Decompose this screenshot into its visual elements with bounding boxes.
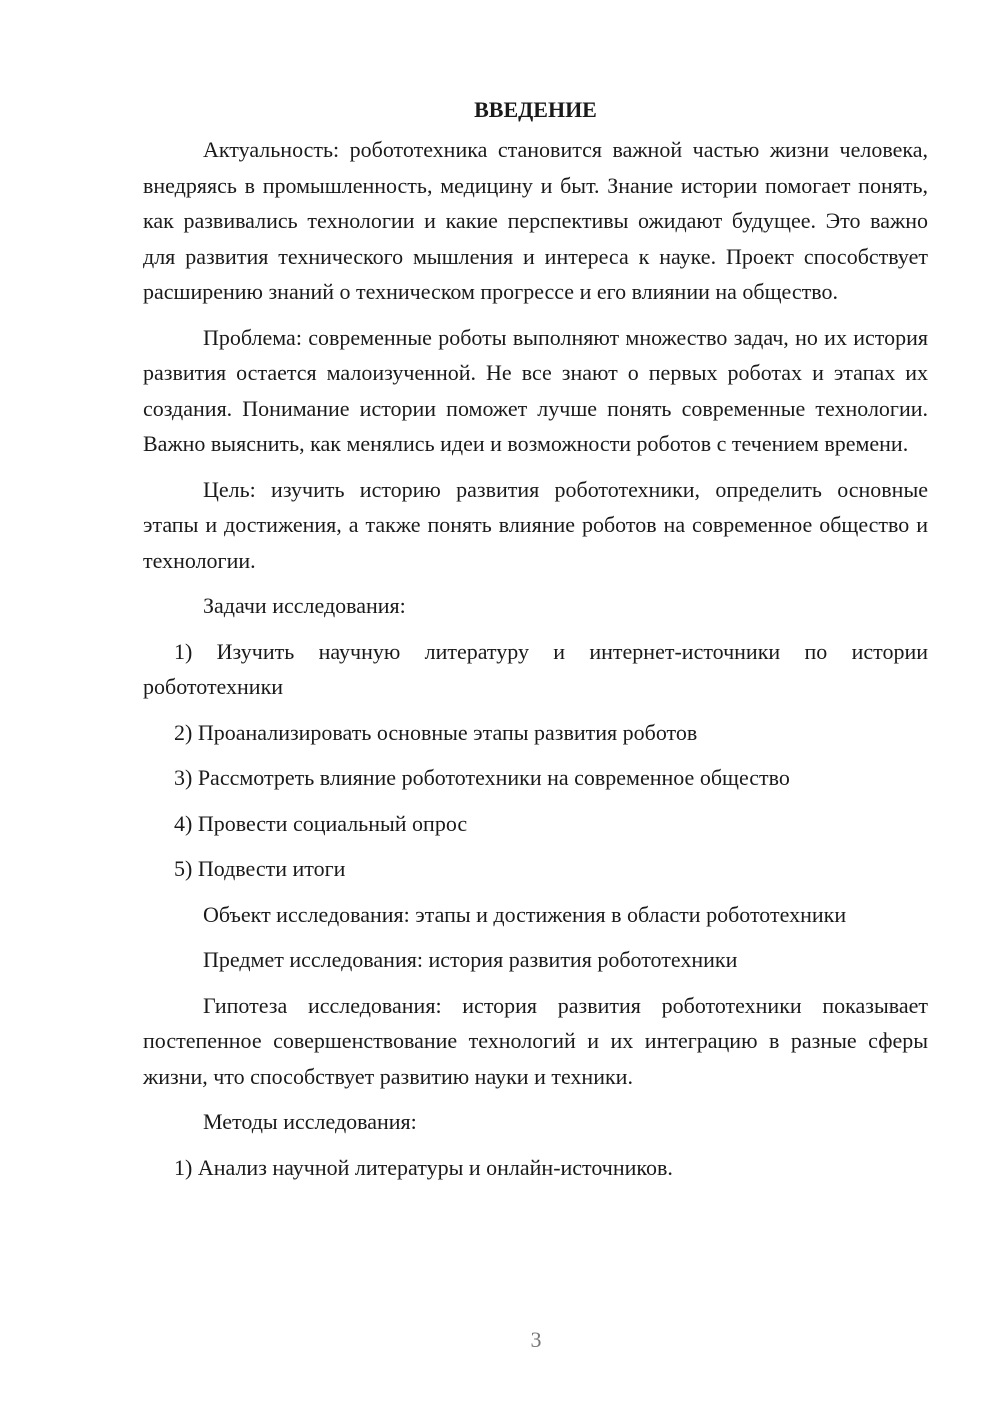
task-item: 1) Изучить научную литературу и интернет-источники по истории робототехники [143,638,928,699]
methods-title: Методы исследования: [203,1109,417,1134]
problem-paragraph: Проблема: современные роботы выполняют множество задач, но их история развития остается малоизученной. Не все знают о первых роботах и этапах их создания. Понимание истории поможет лучше понять современные технологии. Важно выяснить, как менялись идеи и возможности роботов с течением времени. [143,324,928,456]
goal-paragraph: Цель: изучить историю развития робототехники, определить основные этапы и достижения, а также понять влияние роботов на современное общество и технологии. [143,476,928,573]
hypothesis-paragraph: Гипотеза исследования: история развития робототехники показывает постепенное совершенствование технологий и их интеграцию в разные сферы жизни, что способствует развитию науки и техники. [143,992,928,1089]
task-item: 5) Подвести итоги [174,856,346,881]
page-number: 3 [530,1327,542,1352]
task-item: 4) Провести социальный опрос [174,810,468,836]
method-item: 1) Анализ научной литературы и онлайн-источников. [174,1154,673,1180]
tasks-title: Задачи исследования: [203,593,406,618]
task-item: 2) Проанализировать основные этапы развития роботов [174,719,698,745]
section-heading: ВВЕДЕНИЕ [474,97,597,122]
task-item: 3) Рассмотреть влияние робототехники на современное общество [174,765,790,790]
document-page [143,92,928,1195]
subject-paragraph: Предмет исследования: история развития робототехники [203,947,738,972]
object-paragraph: Объект исследования: этапы и достижения в области робототехники [203,901,847,927]
relevance-paragraph: Актуальность: робототехника становится важной частью жизни человека, внедряясь в промышленность, медицину и быт. Знание истории помогает понять, как развивались технологии и какие перспективы ожидают будущее. Это важно для развития технического мышления и интереса к науке. Проект способствует расширению знаний о техническом прогрессе и его влиянии на общество. [143,137,928,304]
